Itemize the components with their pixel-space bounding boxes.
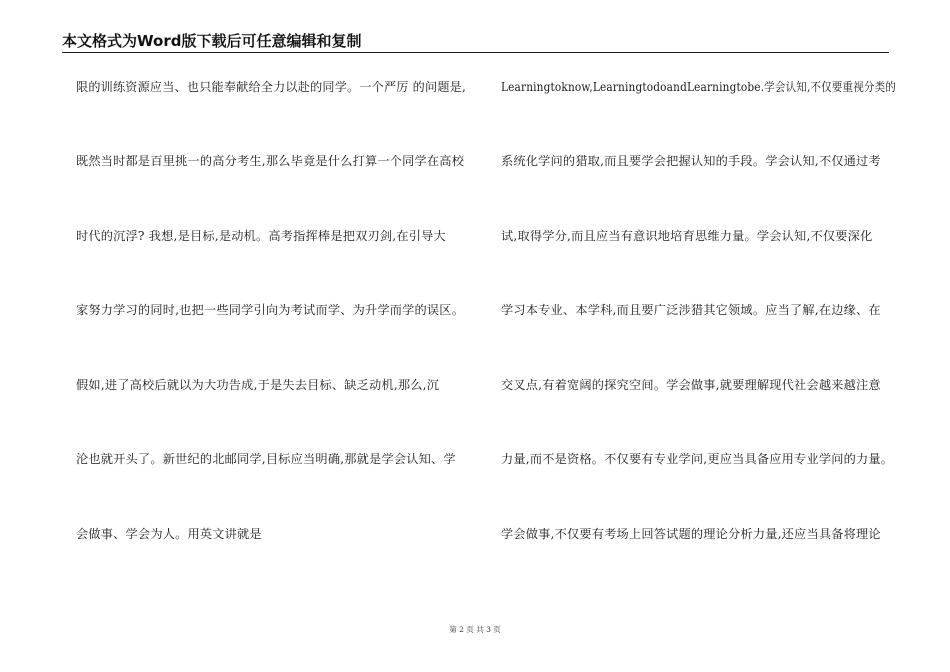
text-line: 系统化学问的猎取,而且要学会把握认知的手段。学会认知,不仅通过考 bbox=[501, 154, 881, 168]
text-line: 会做事、学会为人。用英文讲就是 bbox=[76, 527, 262, 541]
text-line: 学习本专业、本学科,而且要广泛涉猎其它领域。应当了解,在边缘、在 bbox=[501, 303, 881, 317]
text-line: Learningtoknow,LearningtodoandLearningtobe.学会认知,不仅要重视分类的 bbox=[501, 80, 896, 94]
text-line: 家努力学习的同时,也把一些同学引向为考试而学、为升学而学的误区。 bbox=[76, 303, 465, 317]
text-line: 限的训练资源应当、也只能奉献给全力以赴的同学。一个严厉 的问题是, bbox=[76, 80, 467, 94]
text-line: 试,取得学分,而且应当有意识地培育思维力量。学会认知,不仅要深化 bbox=[501, 229, 873, 243]
page-number-footer: 第 2 页 共 3 页 bbox=[449, 625, 501, 634]
text-line: 学会做事,不仅要有考场上回答试题的理论分析力量,还应当具备将理论 bbox=[501, 527, 881, 541]
text-line: 沦也就开头了。新世纪的北邮同学,目标应当明确,那就是学会认知、学 bbox=[76, 452, 456, 466]
document-header-title: 本文格式为Word版下载后可任意编辑和复制 bbox=[62, 32, 362, 50]
text-line: 交叉点,有着宽阔的探究空间。学会做事,就要理解现代社会越来越注意 bbox=[501, 378, 881, 392]
text-line: 既然当时都是百里挑一的高分考生,那么毕竟是什么打算一个同学在高校 bbox=[76, 154, 465, 168]
text-line: 力量,而不是资格。不仅要有专业学问,更应当具备应用专业学问的力量。 bbox=[501, 452, 894, 466]
text-line: 假如,进了高校后就以为大功告成,于是失去目标、缺乏动机,那么,沉 bbox=[76, 378, 440, 392]
page-header bbox=[62, 30, 889, 52]
text-line: 时代的沉浮? 我想,是目标,是动机。高考指挥棒是把双刃剑,在引导大 bbox=[76, 229, 446, 243]
header-divider bbox=[62, 52, 889, 53]
